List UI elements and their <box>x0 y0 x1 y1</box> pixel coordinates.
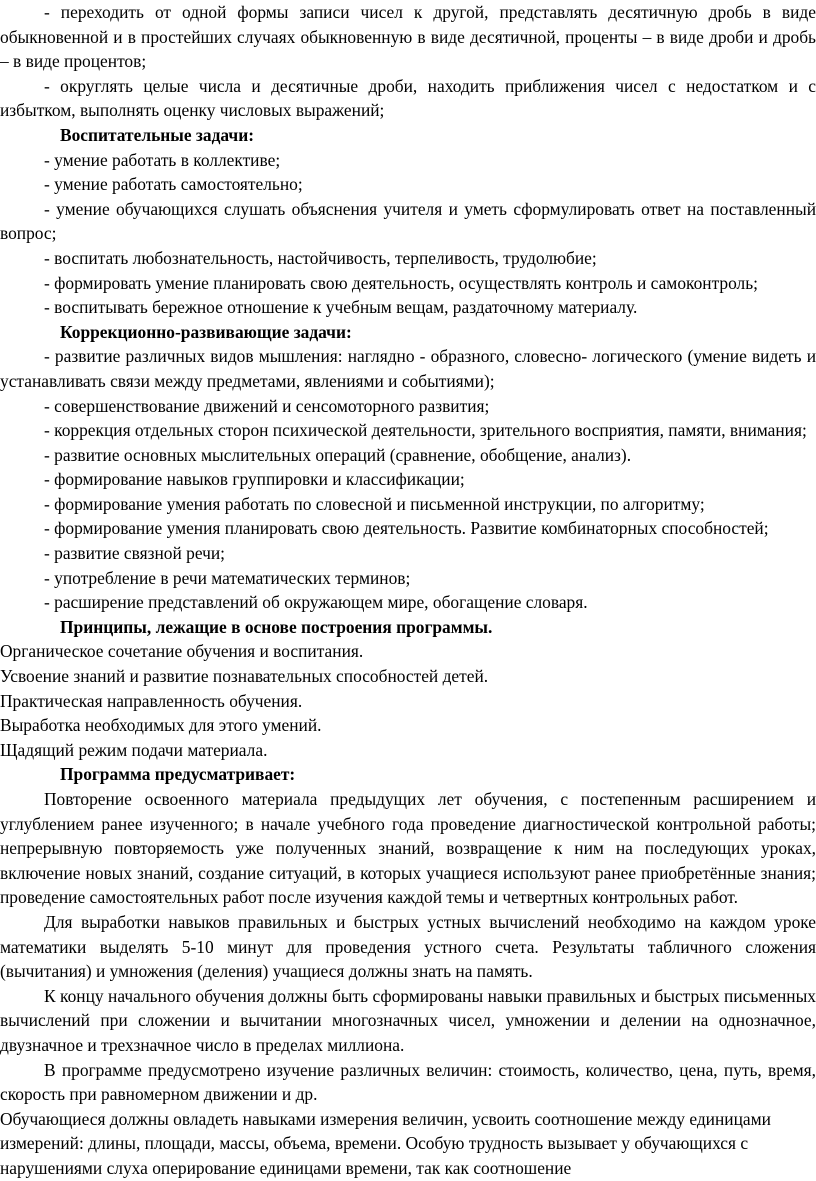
list-item: - умение работать самостоятельно; <box>44 174 303 195</box>
list-item: - воспитывать бережное отношение к учебным вещам, раздаточному материалу. <box>44 297 638 318</box>
paragraph: В программе предусмотрено изучение различных величин: стоимость, количество, цена, путь, время, скорость при равномерном движении и др. <box>0 1059 816 1105</box>
list-item: - формирование умения работать по словесной и письменной инструкции, по алгоритму; <box>44 493 705 514</box>
section-heading-program: Программа предусматривает: <box>60 764 296 785</box>
paragraph: К концу начального обучения должны быть сформированы навыки правильных и быстрых письменных вычислений при сложении и вычитании многозначных чисел, умножении и делении на однозначное, двузначное и трехзначное число в пределах миллиона. <box>0 985 816 1055</box>
list-item: - умение работать в коллективе; <box>44 149 281 170</box>
paragraph: - переходить от одной формы записи чисел к другой, представлять десятичную дробь в виде обыкновенной и в простейших случаях обыкновенную в виде десятичной, проценты – в виде дроби и дробь – в виде процентов; <box>0 2 816 72</box>
principle-line: Органическое сочетание обучения и воспитания. <box>0 641 364 662</box>
paragraph: Обучающиеся должны овладеть навыками измерения величин, усвоить соотношение между единицами измерений: длины, площади, массы, объема, времени. Особую трудность вызывает у обучающихся с нарушениями слуха оперирование единицами времени, так как соотношение <box>0 1108 771 1178</box>
list-item: - употребление в речи математических терминов; <box>44 567 411 588</box>
paragraph: Повторение освоенного материала предыдущих лет обучения, с постепенным расширением и углублением ранее изученного; в начале учебного года проведение диагностической контрольной работы; непрерывную повторяемость уже полученных знаний, возвращение к ним на последующих уроках, включение новых знаний, создание ситуаций, в которых учащиеся используют ранее приобретённые знания; проведение самостоятельных работ после изучения каждой темы и четвертных контрольных работ. <box>0 789 816 908</box>
list-item: - развитие связной речи; <box>44 543 226 564</box>
principle-line: Усвоение знаний и развитие познавательных способностей детей. <box>0 666 489 687</box>
section-heading-principles: Принципы, лежащие в основе построения программы. <box>60 616 493 637</box>
list-item: - развитие основных мыслительных операций (сравнение, обобщение, анализ). <box>44 444 632 465</box>
list-item: - расширение представлений об окружающем мире, обогащение словаря. <box>44 592 588 613</box>
list-item: - развитие различных видов мышления: наглядно - образного, словесно- логического (умение видеть и устанавливать связи между предметами, явлениями и событиями); <box>0 346 816 391</box>
section-heading-correctional: Коррекционно-развивающие задачи: <box>60 321 352 342</box>
section-heading-educational: Воспитательные задачи: <box>60 124 255 145</box>
paragraph: Для выработки навыков правильных и быстрых устных вычислений необходимо на каждом уроке математики выделять 5-10 минут для проведения устного счета. Результаты табличного сложения (вычитания) и умножения (деления) учащиеся должны знать на память. <box>0 911 816 982</box>
list-item: - коррекция отдельных сторон психической деятельности, зрительного восприятия, памяти, внимания; <box>44 420 807 441</box>
list-item: - воспитать любознательность, настойчивость, терпеливость, трудолюбие; <box>44 247 597 268</box>
list-item: - умение обучающихся слушать объяснения учителя и уметь сформулировать ответ на поставленный вопрос; <box>0 198 816 244</box>
list-item: - формирование навыков группировки и классификации; <box>44 469 465 490</box>
principle-line: Щадящий режим подачи материала. <box>0 739 268 760</box>
list-item: - формировать умение планировать свою деятельность, осуществлять контроль и самоконтроль; <box>44 272 758 293</box>
list-item: - совершенствование движений и сенсомоторного развития; <box>44 395 490 416</box>
principle-line: Практическая направленность обучения. <box>0 690 303 711</box>
paragraph: - округлять целые числа и десятичные дроби, находить приближения чисел с недостатком и с избытком, выполнять оценку числовых выражений; <box>0 75 816 121</box>
principle-line: Выработка необходимых для этого умений. <box>0 715 322 736</box>
list-item: - формирование умения планировать свою деятельность. Развитие комбинаторных способностей; <box>44 518 769 539</box>
